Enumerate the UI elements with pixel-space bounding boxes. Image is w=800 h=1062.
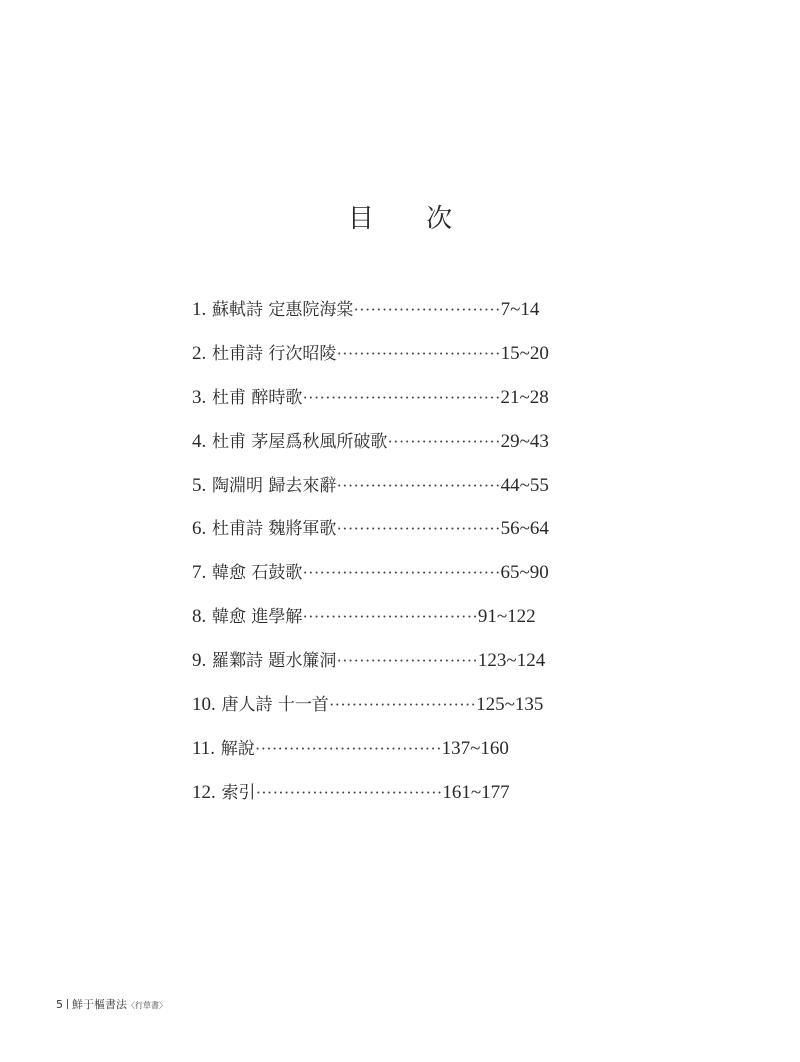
toc-entry-number: 11. [192, 737, 216, 759]
page-title: 目 次 [347, 204, 475, 234]
toc-entry-number: 9. [192, 650, 207, 672]
toc-leader-dots: ························· [336, 651, 478, 671]
toc-entry-number: 8. [192, 606, 207, 628]
toc-leader-dots: ····························· [336, 475, 501, 495]
toc-entry-pages: 15~20 [500, 342, 549, 364]
toc-entry-title: 羅鄴詩 題水簾洞 [211, 651, 337, 672]
toc-leader-dots: ····························· [336, 343, 501, 363]
toc-entry-pages: 7~14 [500, 299, 540, 320]
toc-entry-number: 4. [192, 430, 207, 452]
toc-leader-dots: ································· [254, 738, 442, 758]
toc-entry[interactable] [192, 605, 612, 649]
toc-leader-dots: ····························· [336, 519, 501, 539]
toc-entry[interactable] [192, 737, 612, 781]
toc-leader-dots: ·························· [328, 695, 477, 715]
toc-leader-dots: ··································· [302, 563, 501, 583]
toc-entry-pages: 123~124 [477, 650, 546, 672]
toc-entry[interactable] [192, 517, 612, 561]
toc-entry-title: 索引 [221, 782, 256, 803]
toc-entry-pages: 65~90 [500, 562, 549, 584]
toc-entry[interactable] [192, 342, 612, 386]
toc-entry-title: 蘇軾詩 定惠院海棠 [211, 300, 354, 320]
toc-entry[interactable] [192, 781, 612, 825]
toc-entry[interactable] [192, 430, 612, 474]
toc-entry-number: 3. [192, 386, 207, 408]
footer-separator [67, 999, 68, 1009]
toc-entry-title: 唐人詩 十一首 [221, 695, 329, 716]
toc-entry[interactable] [192, 693, 612, 737]
toc-entry-pages: 29~43 [500, 430, 549, 452]
toc-entry-pages: 125~135 [476, 694, 544, 716]
toc-entry-number: 10. [192, 694, 216, 716]
toc-leader-dots: ·························· [353, 300, 501, 319]
toc-leader-dots: ······························· [302, 607, 478, 627]
toc-entry-pages: 21~28 [500, 386, 549, 408]
toc-entry-number: 1. [192, 299, 207, 320]
toc-entry-title: 杜甫詩 魏將軍歌 [211, 519, 337, 540]
toc-entry-title: 解說 [220, 738, 255, 759]
toc-leader-dots: ································· [255, 782, 443, 802]
toc-entry-title: 陶淵明 歸去來辭 [211, 475, 337, 496]
table-of-contents [192, 298, 612, 825]
toc-entry[interactable] [192, 649, 612, 693]
toc-entry-pages: 44~55 [500, 474, 549, 496]
toc-leader-dots: ···················· [387, 431, 501, 451]
toc-entry[interactable] [192, 474, 612, 518]
toc-entry-pages: 161~177 [442, 781, 510, 803]
toc-entry-number: 12. [192, 781, 216, 803]
toc-entry-title: 韓愈 石鼓歌 [211, 563, 303, 584]
toc-entry[interactable] [192, 386, 612, 430]
book-title: 鮮于樞書法 [72, 998, 127, 1011]
page-number: 5 [56, 998, 63, 1011]
toc-entry-title: 杜甫詩 行次昭陵 [211, 343, 337, 364]
toc-entry-pages: 91~122 [477, 606, 536, 628]
toc-entry-title: 杜甫 茅屋爲秋風所破歌 [211, 431, 388, 452]
toc-entry[interactable] [192, 298, 612, 342]
toc-entry[interactable] [192, 561, 612, 605]
toc-entry-pages: 137~160 [441, 737, 509, 759]
page-footer [56, 996, 167, 1012]
toc-entry-title: 杜甫 醉時歌 [211, 387, 303, 408]
toc-entry-number: 7. [192, 562, 207, 584]
toc-entry-number: 5. [192, 474, 207, 496]
toc-entry-pages: 56~64 [500, 518, 549, 540]
book-subtitle: 〈行草書〉 [127, 1001, 167, 1010]
toc-entry-number: 2. [192, 342, 207, 364]
toc-entry-title: 韓愈 進學解 [211, 607, 303, 628]
toc-entry-number: 6. [192, 518, 207, 540]
toc-leader-dots: ··································· [302, 387, 501, 407]
